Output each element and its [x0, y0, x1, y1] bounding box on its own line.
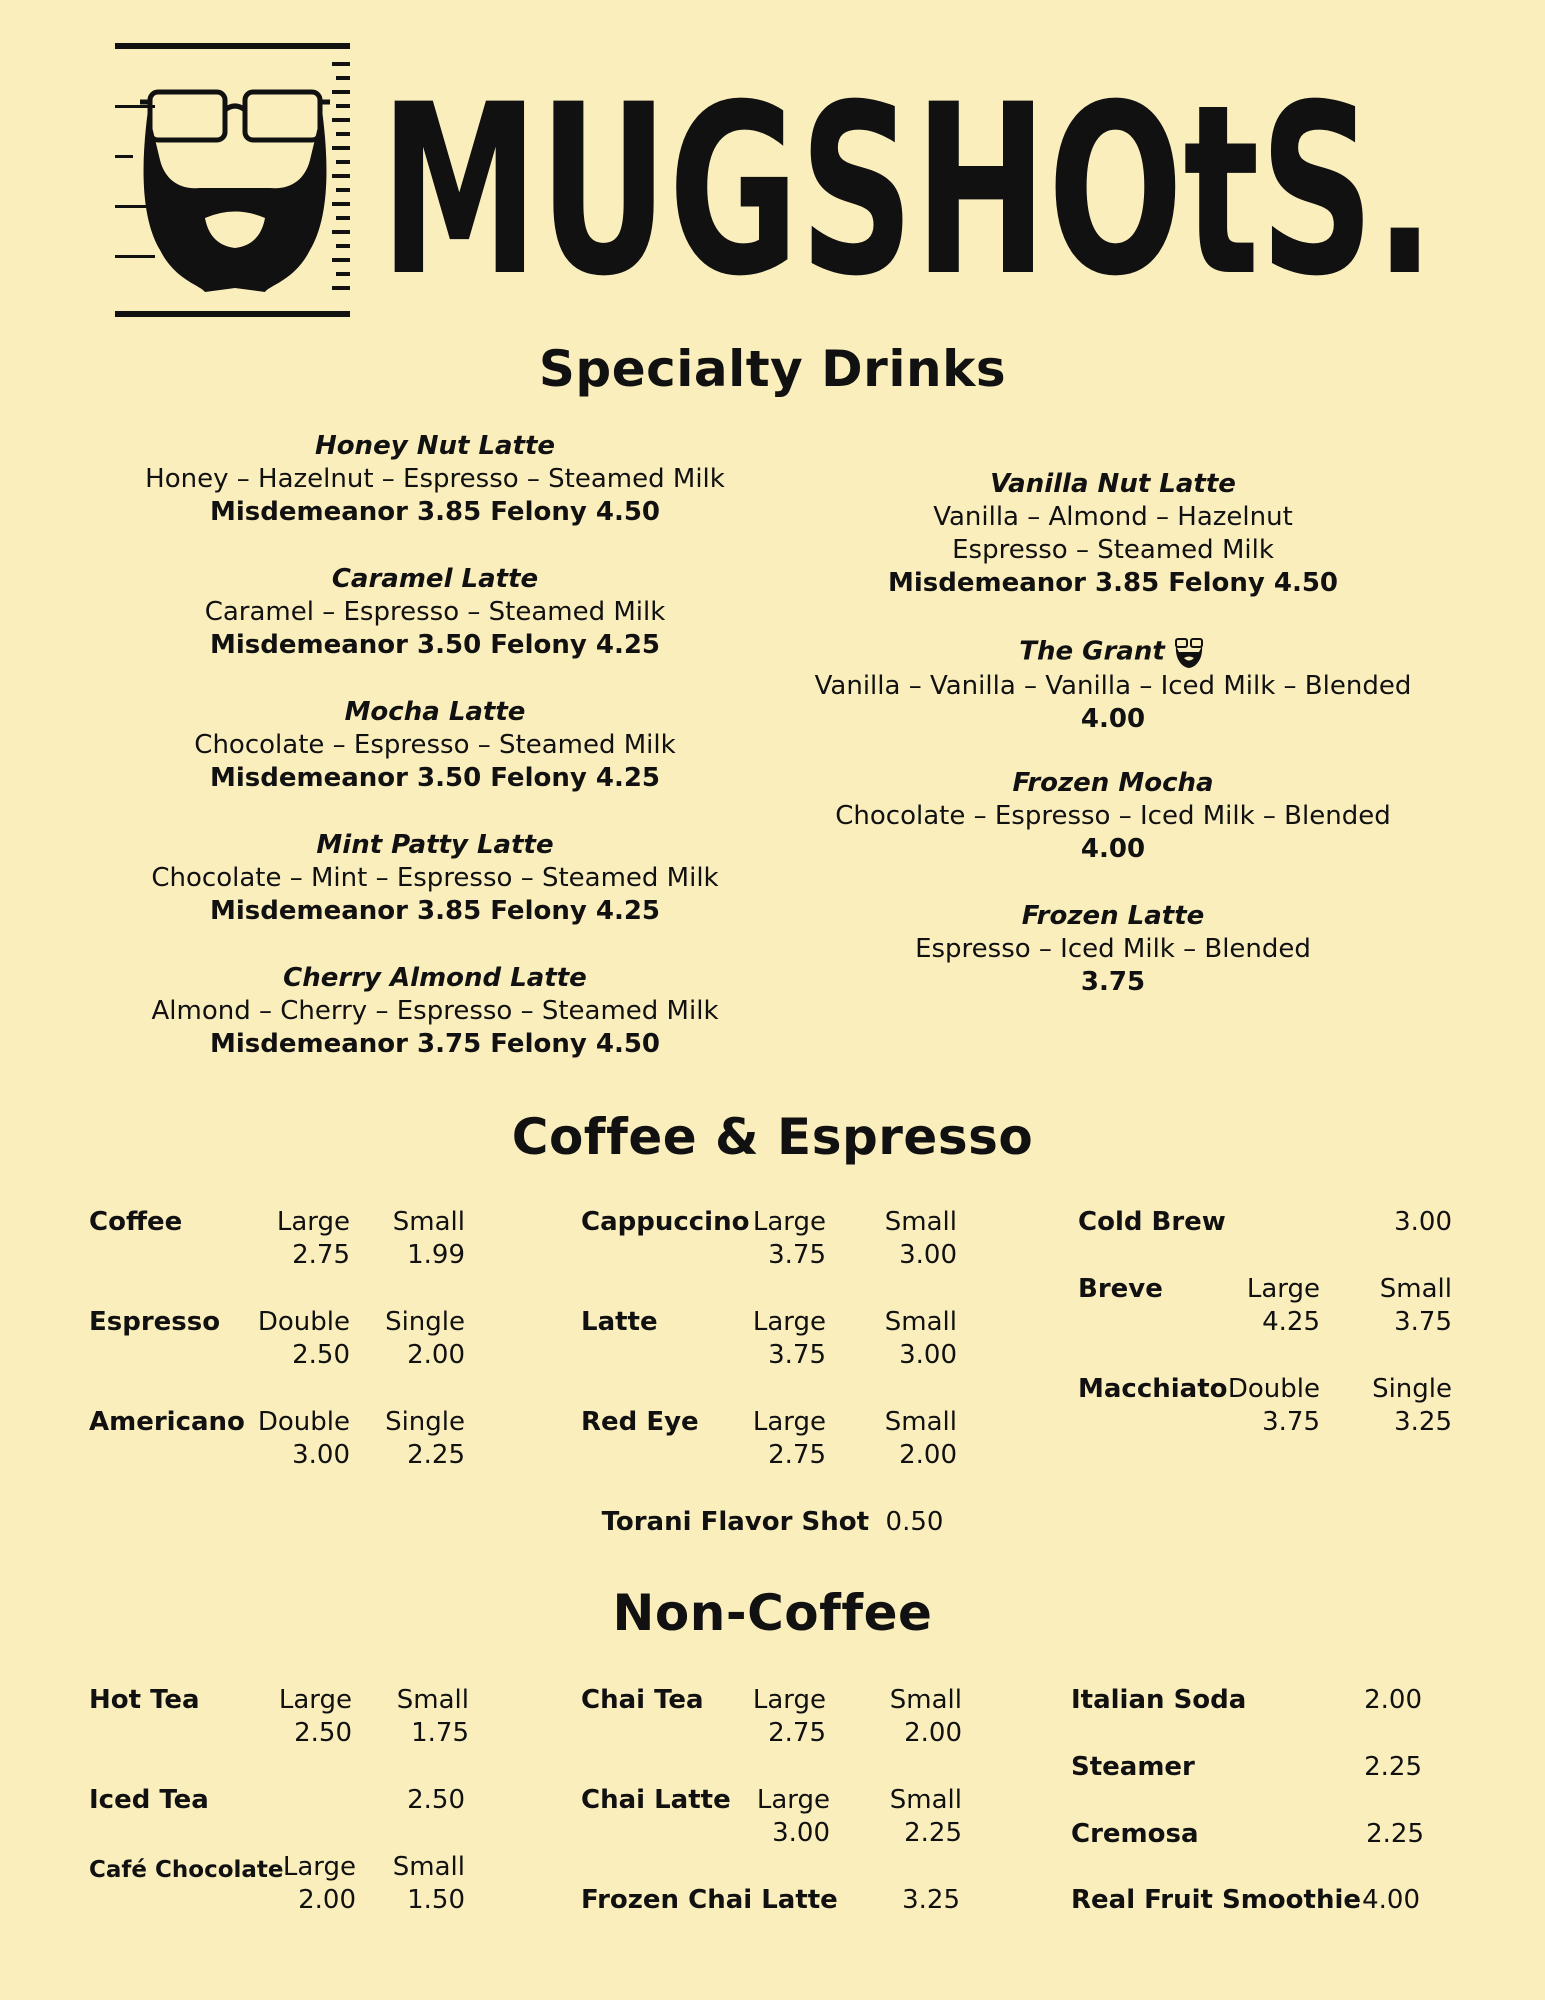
drink-name-text: Mint Patty Latte	[316, 830, 554, 860]
menu-item-price: 4.25	[1262, 1307, 1320, 1337]
menu-item-name: Italian Soda	[1071, 1685, 1247, 1715]
drink-name	[743, 900, 1483, 933]
drink-name-text: Vanilla Nut Latte	[990, 469, 1236, 499]
specialty-drink	[743, 767, 1483, 866]
torani-label: Torani Flavor Shot	[601, 1507, 869, 1537]
size-label: Small	[1379, 1274, 1452, 1304]
menu-item-price: 3.00	[772, 1818, 830, 1848]
menu-item-name: Cremosa	[1071, 1819, 1199, 1849]
size-label: Small	[396, 1685, 469, 1715]
drink-price: Misdemeanor 3.85 Felony 4.50	[210, 497, 660, 527]
menu-item-price: 2.50	[294, 1718, 352, 1748]
menu-item-price: 3.00	[292, 1440, 350, 1470]
beard-face-icon	[1171, 634, 1207, 670]
menu-item-name: Cold Brew	[1078, 1207, 1226, 1237]
drink-name	[65, 696, 805, 729]
menu-item-name: Latte	[581, 1307, 658, 1337]
menu-item-price: 1.50	[407, 1885, 465, 1915]
drink-name-text: Honey Nut Latte	[314, 431, 556, 461]
menu-item-name: Café Chocolate	[89, 1857, 284, 1883]
mugshot-logo-icon	[110, 40, 360, 325]
drink-ingredients: Vanilla – Vanilla – Vanilla – Iced Milk – Blended	[814, 671, 1412, 701]
size-label: Large	[1246, 1274, 1320, 1304]
drink-name-text: Caramel Latte	[331, 564, 539, 594]
menu-item-price: 1.75	[411, 1718, 469, 1748]
menu-item-price: 3.25	[1394, 1407, 1452, 1437]
drink-ingredients: Honey – Hazelnut – Espresso – Steamed Milk	[145, 464, 725, 494]
size-label: Large	[752, 1307, 826, 1337]
menu-item-name: Macchiato	[1078, 1374, 1228, 1404]
specialty-drink	[743, 468, 1483, 600]
size-label: Small	[889, 1685, 962, 1715]
size-label: Large	[752, 1407, 826, 1437]
menu-item-price: 3.75	[768, 1240, 826, 1270]
section-title-specialty: Specialty Drinks	[538, 340, 1007, 398]
size-label: Large	[278, 1685, 352, 1715]
menu-item-name: Frozen Chai Latte	[581, 1885, 838, 1915]
menu-item-name: Red Eye	[581, 1407, 699, 1437]
drink-name	[743, 767, 1483, 800]
drink-price: Misdemeanor 3.75 Felony 4.50	[210, 1029, 660, 1059]
drink-ingredients: Vanilla – Almond – Hazelnut	[933, 502, 1293, 532]
drink-ingredients: Espresso – Iced Milk – Blended	[915, 934, 1311, 964]
size-label: Small	[889, 1785, 962, 1815]
drink-name-text: Mocha Latte	[344, 697, 526, 727]
menu-item-name: Steamer	[1071, 1752, 1195, 1782]
menu-item-price: 2.75	[768, 1718, 826, 1748]
drink-ingredients: Espresso – Steamed Milk	[952, 535, 1274, 565]
menu-item-price: 2.25	[904, 1818, 962, 1848]
menu-item-price: 3.75	[1262, 1407, 1320, 1437]
specialty-drink	[743, 900, 1483, 999]
torani-price: 0.50	[885, 1507, 944, 1537]
menu-item-name: Cappuccino	[581, 1207, 750, 1237]
size-label: Single	[385, 1407, 465, 1437]
size-label: Large	[276, 1207, 350, 1237]
brand-wordmark	[380, 62, 1460, 312]
size-label: Large	[756, 1785, 830, 1815]
section-title-noncoffee: Non-Coffee	[612, 1584, 933, 1642]
menu-item-price: 2.25	[1364, 1752, 1422, 1782]
menu-item-price: 2.50	[407, 1785, 465, 1815]
menu-item-price: 3.25	[902, 1885, 960, 1915]
drink-price: 4.00	[1080, 704, 1146, 734]
drink-ingredients: Chocolate – Espresso – Steamed Milk	[194, 730, 676, 760]
drink-ingredients: Chocolate – Mint – Espresso – Steamed Milk	[151, 863, 719, 893]
brand-name: MUGSHOtS.	[380, 62, 1435, 312]
size-label: Single	[1372, 1374, 1452, 1404]
menu-item-price: 2.50	[292, 1340, 350, 1370]
menu-item-price: 2.00	[1364, 1685, 1422, 1715]
menu-item-price: 3.00	[1394, 1207, 1452, 1237]
menu-item-name: Espresso	[89, 1307, 221, 1337]
size-label: Single	[385, 1307, 465, 1337]
specialty-drink	[65, 962, 805, 1061]
drink-name	[65, 829, 805, 862]
menu-item-price: 3.75	[1394, 1307, 1452, 1337]
drink-ingredients: Caramel – Espresso – Steamed Milk	[204, 597, 666, 627]
drink-name	[65, 962, 805, 995]
menu-item-price: 2.75	[768, 1440, 826, 1470]
menu-item-price: 2.25	[1366, 1819, 1424, 1849]
size-label: Small	[392, 1852, 465, 1882]
size-label: Small	[884, 1407, 957, 1437]
section-title-coffee: Coffee & Espresso	[511, 1108, 1034, 1166]
drink-ingredients: Almond – Cherry – Espresso – Steamed Milk	[151, 996, 719, 1026]
menu-item-price: 4.00	[1362, 1885, 1420, 1915]
specialty-drink	[65, 829, 805, 928]
size-label: Small	[884, 1207, 957, 1237]
menu-item-name: Hot Tea	[89, 1685, 200, 1715]
drink-name-text: Cherry Almond Latte	[283, 963, 587, 993]
menu-item-price: 3.75	[768, 1340, 826, 1370]
specialty-drink	[65, 430, 805, 529]
menu-item-price: 2.00	[298, 1885, 356, 1915]
drink-price: 3.75	[1080, 967, 1146, 997]
size-label: Large	[282, 1852, 356, 1882]
menu-item-name: Chai Latte	[581, 1785, 731, 1815]
specialty-drink	[65, 563, 805, 662]
drink-name	[65, 563, 805, 596]
menu-item-price: 2.25	[407, 1440, 465, 1470]
size-label: Small	[884, 1307, 957, 1337]
menu-item-name: Breve	[1078, 1274, 1163, 1304]
menu-item-price: 2.00	[407, 1340, 465, 1370]
drink-price: Misdemeanor 3.85 Felony 4.25	[210, 896, 660, 926]
menu-item-name: Iced Tea	[89, 1785, 209, 1815]
menu-item-price: 3.00	[899, 1240, 957, 1270]
torani-flavor-shot	[0, 1506, 1545, 1539]
size-label: Double	[257, 1307, 350, 1337]
menu-item-price: 2.75	[292, 1240, 350, 1270]
drink-price: Misdemeanor 3.85 Felony 4.50	[888, 568, 1338, 598]
specialty-drink	[65, 696, 805, 795]
size-label: Small	[392, 1207, 465, 1237]
specialty-drink	[743, 634, 1483, 736]
drink-name-text: The Grant	[1019, 636, 1165, 667]
size-label: Double	[257, 1407, 350, 1437]
menu-item-name: Chai Tea	[581, 1685, 704, 1715]
menu-item-name: Real Fruit Smoothie	[1071, 1885, 1362, 1915]
drink-ingredients: Chocolate – Espresso – Iced Milk – Blended	[835, 801, 1391, 831]
menu-item-price: 2.00	[899, 1440, 957, 1470]
drink-name	[743, 468, 1483, 501]
menu-item-name: Americano	[89, 1407, 245, 1437]
menu-item-price: 2.00	[904, 1718, 962, 1748]
drink-price: 4.00	[1080, 834, 1146, 864]
size-label: Large	[752, 1685, 826, 1715]
size-label: Large	[752, 1207, 826, 1237]
drink-price: Misdemeanor 3.50 Felony 4.25	[210, 763, 660, 793]
menu-item-price: 3.00	[899, 1340, 957, 1370]
drink-name-text: Frozen Latte	[1021, 901, 1205, 931]
drink-name	[65, 430, 805, 463]
drink-name-text: Frozen Mocha	[1012, 768, 1214, 798]
size-label: Double	[1227, 1374, 1320, 1404]
menu-item-name: Coffee	[89, 1207, 183, 1237]
drink-name	[743, 634, 1483, 670]
drink-price: Misdemeanor 3.50 Felony 4.25	[210, 630, 660, 660]
menu-item-price: 1.99	[407, 1240, 465, 1270]
